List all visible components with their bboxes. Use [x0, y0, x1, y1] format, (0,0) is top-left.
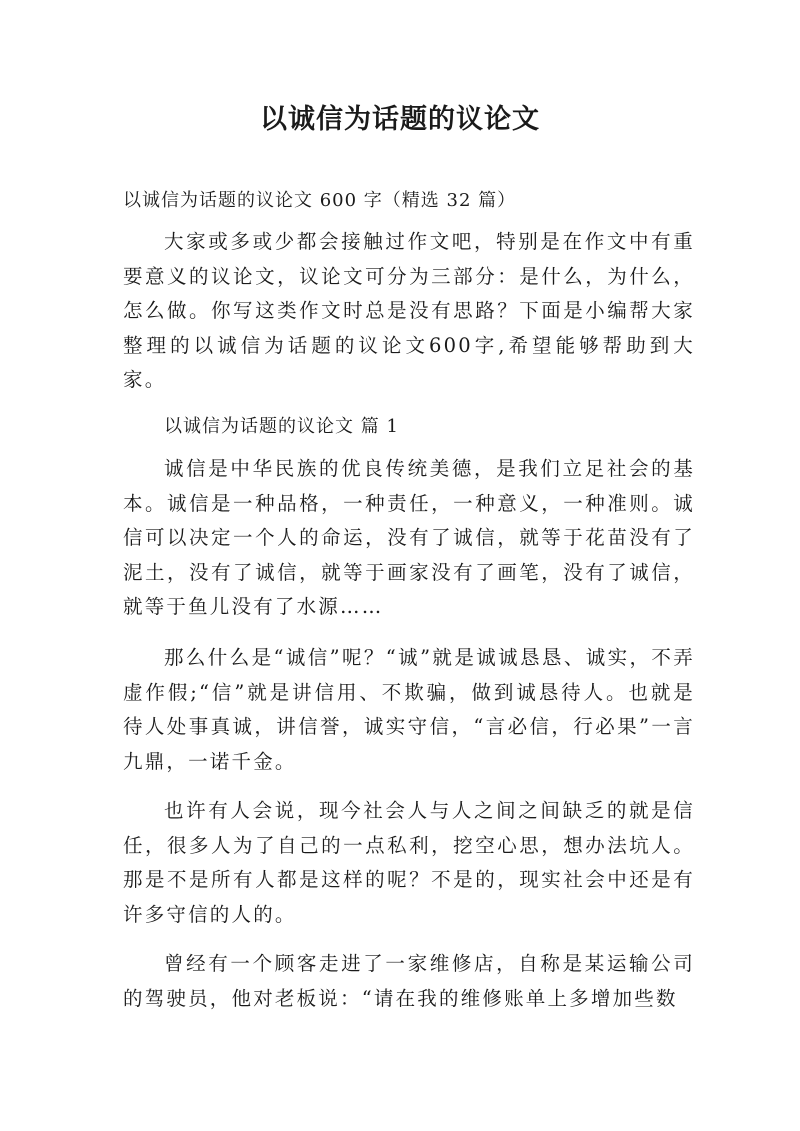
body-paragraph-1: 诚信是中华民族的优良传统美德，是我们立足社会的基本。诚信是一种品格，一种责任，一种意义，一种准则。诚信可以决定一个人的命运，没有了诚信，就等于花苗没有了泥土，没有了诚信，就等于画家没有了画笔，没有了诚信，就等于鱼儿没有了水源…… — [123, 457, 695, 618]
intro-paragraph: 大家或多或少都会接触过作文吧，特别是在作文中有重要意义的议论文，议论文可分为三部分：是什么，为什么，怎么做。你写这类作文时总是没有思路？下面是小编帮大家整理的以诚信为话题的议论文600字,希望能够帮助到大家。 — [123, 230, 695, 391]
body-paragraph-3: 也许有人会说，现今社会人与人之间之间缺乏的就是信任，很多人为了自己的一点私利，挖空心思，想办法坑人。那是不是所有人都是这样的呢？不是的，现实社会中还是有许多守信的人的。 — [123, 799, 695, 926]
document-title: 以诚信为话题的议论文 — [260, 104, 540, 135]
section-heading: 以诚信为话题的议论文 篇 1 — [164, 416, 399, 437]
body-paragraph-2: 那么什么是“诚信”呢？“诚”就是诚诚恳恳、诚实，不弄虚作假;“信”就是讲信用、不欺骗，做到诚恳待人。也就是待人处事真诚，讲信誉，诚实守信，“言必信，行必果”一言九鼎，一诺千金。 — [123, 646, 695, 773]
body-paragraph-4: 曾经有一个顾客走进了一家维修店，自称是某运输公司的驾驶员，他对老板说：“请在我的维修账单上多增加些数 — [123, 952, 695, 1010]
document-subtitle: 以诚信为话题的议论文 600 字（精选 32 篇） — [123, 190, 517, 211]
